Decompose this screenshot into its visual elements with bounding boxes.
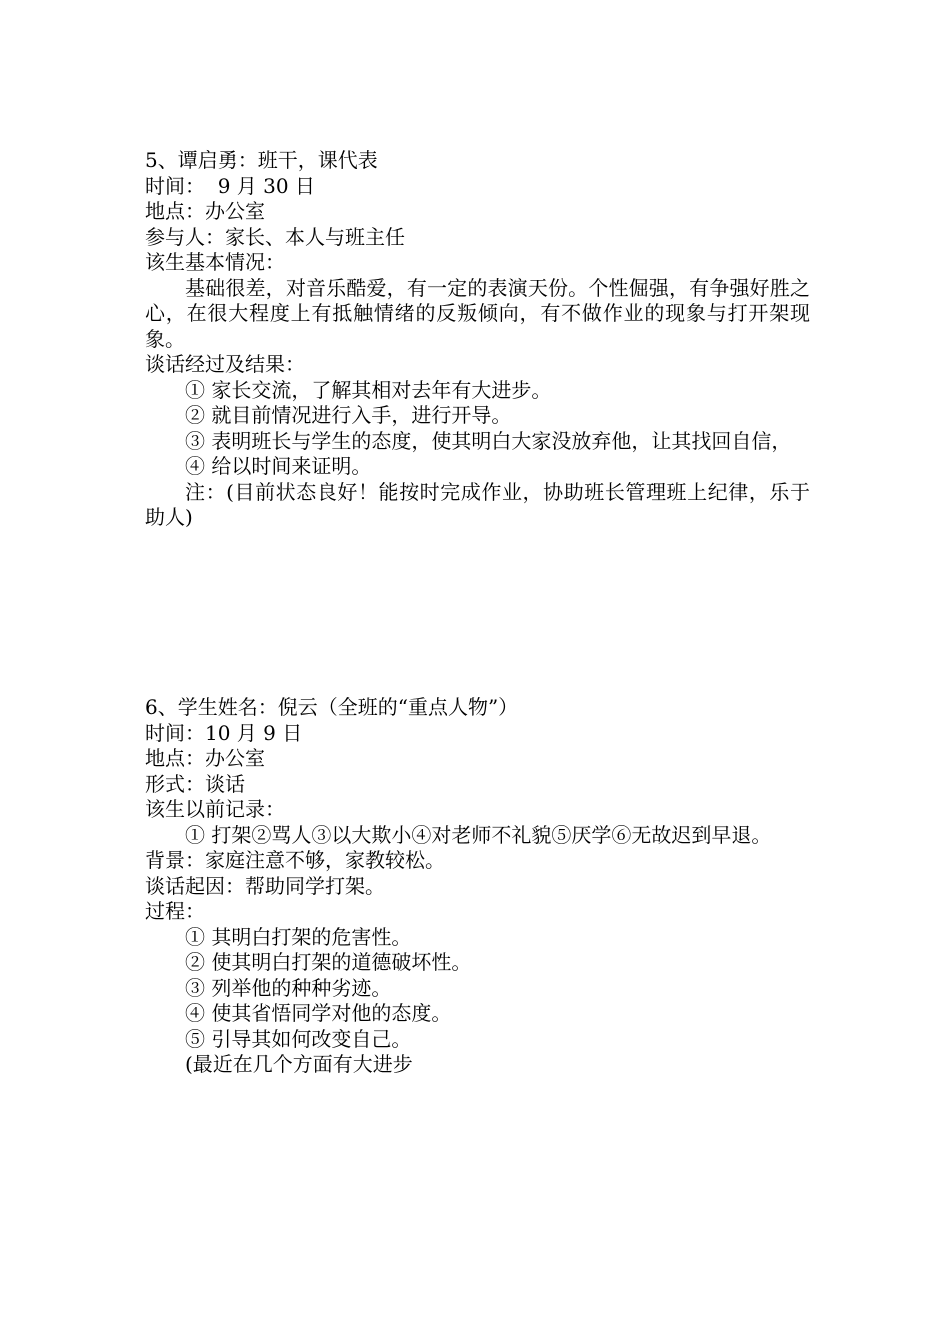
record-6-cause: 谈话起因：帮助同学打架。 <box>145 873 385 898</box>
record-6-closing: (最近在几个方面有大进步 <box>185 1052 413 1076</box>
record-6-step: ② 使其明白打架的道德破坏性。 <box>185 950 472 974</box>
record-5-basic-heading: 该生基本情况： <box>145 250 285 274</box>
record-6-form: 形式：谈话 <box>145 771 245 796</box>
record-6-background: 背景：家庭注意不够，家教较松。 <box>145 848 445 872</box>
record-5-place: 地点：办公室 <box>145 199 265 223</box>
record-6-process-heading: 过程： <box>145 899 205 923</box>
record-5-basic-text: 基础很差，对音乐酷爱，有一定的表演天份。个性倔强，有争强好胜之心，在很大程度上有抵触情绪的反叛倾向，有不做作业的现象与打开架现象。 <box>145 275 810 351</box>
record-6-step: ④ 使其省悟同学对他的态度。 <box>185 1001 452 1025</box>
record-5-step: ① 家长交流，了解其相对去年有大进步。 <box>185 377 552 402</box>
record-6-step: ⑤ 引导其如何改变自己。 <box>185 1026 412 1051</box>
record-5-title: 5、谭启勇：班干，课代表 <box>145 148 378 172</box>
record-6 <box>145 695 810 1078</box>
record-5-participants: 参与人：家长、本人与班主任 <box>145 224 405 249</box>
record-6-step: ① 其明白打架的危害性。 <box>185 924 412 949</box>
record-5-time: 时间： 9 月 30 日 <box>145 173 315 198</box>
record-5-process-heading: 谈话经过及结果： <box>145 352 305 376</box>
record-6-place: 地点：办公室 <box>145 746 265 770</box>
record-5-step: ④ 给以时间来证明。 <box>185 454 372 478</box>
record-6-step: ③ 列举他的种种劣迹。 <box>185 975 392 1000</box>
record-5-step: ② 就目前情况进行入手，进行开导。 <box>185 403 512 427</box>
record-6-record-heading: 该生以前记录： <box>145 797 285 821</box>
record-5-step: ③ 表明班长与学生的态度，使其明白大家没放弃他，让其找回自信， <box>185 428 792 453</box>
record-6-title: 6、学生姓名：倪云（全班的“重点人物”） <box>145 695 519 719</box>
record-5-note: 注：(目前状态良好！能按时完成作业，协助班长管理班上纪律，乐于助人) <box>145 479 810 529</box>
record-5 <box>145 148 810 531</box>
record-6-record-text: ① 打架②骂人③以大欺小④对老师不礼貌⑤厌学⑥无故迟到早退。 <box>185 822 772 847</box>
record-6-time: 时间：10 月 9 日 <box>145 720 303 745</box>
